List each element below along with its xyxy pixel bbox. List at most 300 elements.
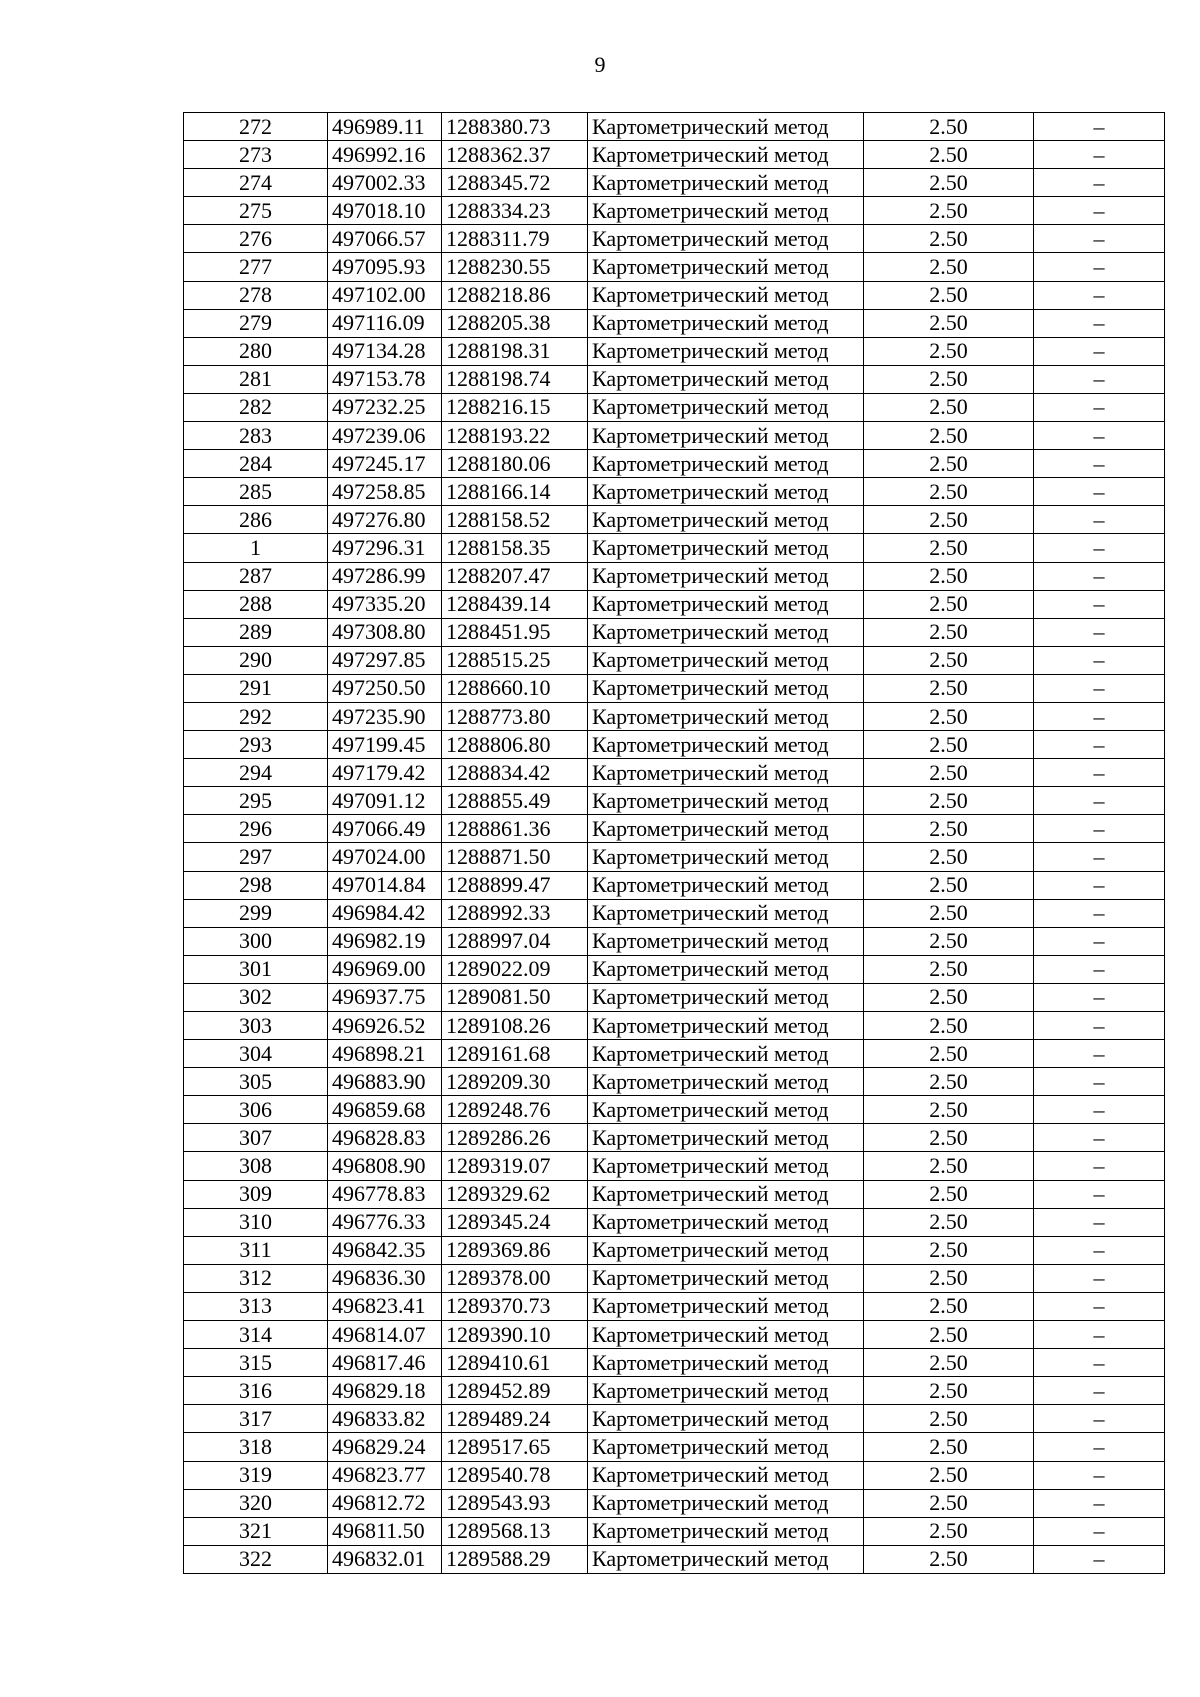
- point-number-cell: 273: [184, 141, 328, 169]
- y-coordinate-cell: 1289248.76: [442, 1096, 588, 1124]
- table-row: [184, 815, 1165, 843]
- y-coordinate-cell: 1289410.61: [442, 1349, 588, 1377]
- note-cell: –: [1034, 843, 1165, 871]
- x-coordinate-cell: 497250.50: [328, 674, 442, 702]
- x-coordinate-cell: 497276.80: [328, 506, 442, 534]
- method-cell: Картометрический метод: [588, 899, 864, 927]
- accuracy-cell: 2.50: [864, 1517, 1034, 1545]
- table-row: [184, 365, 1165, 393]
- method-cell: Картометрический метод: [588, 1489, 864, 1517]
- accuracy-cell: 2.50: [864, 702, 1034, 730]
- method-cell: Картометрический метод: [588, 1264, 864, 1292]
- x-coordinate-cell: 497199.45: [328, 731, 442, 759]
- y-coordinate-cell: 1288660.10: [442, 674, 588, 702]
- y-coordinate-cell: 1289209.30: [442, 1068, 588, 1096]
- y-coordinate-cell: 1288218.86: [442, 281, 588, 309]
- x-coordinate-cell: 496823.77: [328, 1461, 442, 1489]
- note-cell: –: [1034, 787, 1165, 815]
- table-row: [184, 1461, 1165, 1489]
- note-cell: –: [1034, 1208, 1165, 1236]
- note-cell: –: [1034, 646, 1165, 674]
- x-coordinate-cell: 497116.09: [328, 309, 442, 337]
- accuracy-cell: 2.50: [864, 1152, 1034, 1180]
- point-number-cell: 291: [184, 674, 328, 702]
- method-cell: Картометрический метод: [588, 309, 864, 337]
- method-cell: Картометрический метод: [588, 759, 864, 787]
- method-cell: Картометрический метод: [588, 843, 864, 871]
- method-cell: Картометрический метод: [588, 1124, 864, 1152]
- table-row: [184, 253, 1165, 281]
- method-cell: Картометрический метод: [588, 1545, 864, 1573]
- note-cell: –: [1034, 393, 1165, 421]
- note-cell: –: [1034, 731, 1165, 759]
- method-cell: Картометрический метод: [588, 506, 864, 534]
- note-cell: –: [1034, 1461, 1165, 1489]
- y-coordinate-cell: 1289568.13: [442, 1517, 588, 1545]
- table-row: [184, 1433, 1165, 1461]
- method-cell: Картометрический метод: [588, 478, 864, 506]
- table-row: [184, 1405, 1165, 1433]
- y-coordinate-cell: 1289540.78: [442, 1461, 588, 1489]
- point-number-cell: 307: [184, 1124, 328, 1152]
- note-cell: –: [1034, 225, 1165, 253]
- point-number-cell: 321: [184, 1517, 328, 1545]
- note-cell: –: [1034, 1405, 1165, 1433]
- y-coordinate-cell: 1289452.89: [442, 1377, 588, 1405]
- x-coordinate-cell: 496829.24: [328, 1433, 442, 1461]
- point-number-cell: 296: [184, 815, 328, 843]
- x-coordinate-cell: 497153.78: [328, 365, 442, 393]
- table-row: [184, 787, 1165, 815]
- table-row: [184, 113, 1165, 141]
- accuracy-cell: 2.50: [864, 225, 1034, 253]
- point-number-cell: 310: [184, 1208, 328, 1236]
- note-cell: –: [1034, 1068, 1165, 1096]
- x-coordinate-cell: 496982.19: [328, 927, 442, 955]
- accuracy-cell: 2.50: [864, 646, 1034, 674]
- x-coordinate-cell: 497239.06: [328, 422, 442, 450]
- method-cell: Картометрический метод: [588, 646, 864, 674]
- y-coordinate-cell: 1289161.68: [442, 1040, 588, 1068]
- accuracy-cell: 2.50: [864, 365, 1034, 393]
- x-coordinate-cell: 496969.00: [328, 955, 442, 983]
- x-coordinate-cell: 497179.42: [328, 759, 442, 787]
- page-number: 9: [594, 52, 606, 77]
- method-cell: Картометрический метод: [588, 815, 864, 843]
- x-coordinate-cell: 497066.57: [328, 225, 442, 253]
- table-row: [184, 731, 1165, 759]
- note-cell: –: [1034, 1377, 1165, 1405]
- point-number-cell: 302: [184, 983, 328, 1011]
- point-number-cell: 278: [184, 281, 328, 309]
- note-cell: –: [1034, 702, 1165, 730]
- note-cell: –: [1034, 534, 1165, 562]
- table-row: [184, 1096, 1165, 1124]
- method-cell: Картометрический метод: [588, 731, 864, 759]
- table-row: [184, 169, 1165, 197]
- y-coordinate-cell: 1288871.50: [442, 843, 588, 871]
- table-row: [184, 1040, 1165, 1068]
- y-coordinate-cell: 1288180.06: [442, 450, 588, 478]
- table-row: [184, 197, 1165, 225]
- accuracy-cell: 2.50: [864, 927, 1034, 955]
- table-row: [184, 1236, 1165, 1264]
- x-coordinate-cell: 496992.16: [328, 141, 442, 169]
- x-coordinate-cell: 496859.68: [328, 1096, 442, 1124]
- table-row: [184, 899, 1165, 927]
- method-cell: Картометрический метод: [588, 1152, 864, 1180]
- method-cell: Картометрический метод: [588, 141, 864, 169]
- table-row: [184, 702, 1165, 730]
- accuracy-cell: 2.50: [864, 253, 1034, 281]
- point-number-cell: 279: [184, 309, 328, 337]
- y-coordinate-cell: 1288193.22: [442, 422, 588, 450]
- point-number-cell: 315: [184, 1349, 328, 1377]
- x-coordinate-cell: 496828.83: [328, 1124, 442, 1152]
- method-cell: Картометрический метод: [588, 1461, 864, 1489]
- note-cell: –: [1034, 1180, 1165, 1208]
- accuracy-cell: 2.50: [864, 843, 1034, 871]
- coordinates-table: [183, 112, 1165, 1574]
- table-row: [184, 843, 1165, 871]
- note-cell: –: [1034, 871, 1165, 899]
- table-row: [184, 1292, 1165, 1320]
- accuracy-cell: 2.50: [864, 1545, 1034, 1573]
- note-cell: –: [1034, 562, 1165, 590]
- accuracy-cell: 2.50: [864, 787, 1034, 815]
- y-coordinate-cell: 1288207.47: [442, 562, 588, 590]
- method-cell: Картометрический метод: [588, 1208, 864, 1236]
- note-cell: –: [1034, 422, 1165, 450]
- note-cell: –: [1034, 1545, 1165, 1573]
- method-cell: Картометрический метод: [588, 1180, 864, 1208]
- method-cell: Картометрический метод: [588, 1068, 864, 1096]
- note-cell: –: [1034, 169, 1165, 197]
- x-coordinate-cell: 497014.84: [328, 871, 442, 899]
- accuracy-cell: 2.50: [864, 1236, 1034, 1264]
- method-cell: Картометрический метод: [588, 1349, 864, 1377]
- accuracy-cell: 2.50: [864, 1096, 1034, 1124]
- table-row: [184, 674, 1165, 702]
- table-row: [184, 1180, 1165, 1208]
- accuracy-cell: 2.50: [864, 871, 1034, 899]
- x-coordinate-cell: 497296.31: [328, 534, 442, 562]
- y-coordinate-cell: 1289370.73: [442, 1292, 588, 1320]
- x-coordinate-cell: 497335.20: [328, 590, 442, 618]
- accuracy-cell: 2.50: [864, 113, 1034, 141]
- table-row: [184, 759, 1165, 787]
- accuracy-cell: 2.50: [864, 309, 1034, 337]
- method-cell: Картометрический метод: [588, 1517, 864, 1545]
- accuracy-cell: 2.50: [864, 674, 1034, 702]
- method-cell: Картометрический метод: [588, 225, 864, 253]
- point-number-cell: 284: [184, 450, 328, 478]
- accuracy-cell: 2.50: [864, 534, 1034, 562]
- accuracy-cell: 2.50: [864, 983, 1034, 1011]
- x-coordinate-cell: 496811.50: [328, 1517, 442, 1545]
- method-cell: Картометрический метод: [588, 393, 864, 421]
- method-cell: Картометрический метод: [588, 1433, 864, 1461]
- point-number-cell: 293: [184, 731, 328, 759]
- accuracy-cell: 2.50: [864, 1321, 1034, 1349]
- point-number-cell: 285: [184, 478, 328, 506]
- table-row: [184, 281, 1165, 309]
- point-number-cell: 292: [184, 702, 328, 730]
- table-row: [184, 450, 1165, 478]
- point-number-cell: 319: [184, 1461, 328, 1489]
- y-coordinate-cell: 1288198.74: [442, 365, 588, 393]
- table-row: [184, 1124, 1165, 1152]
- x-coordinate-cell: 497232.25: [328, 393, 442, 421]
- x-coordinate-cell: 496926.52: [328, 1012, 442, 1040]
- table-row: [184, 927, 1165, 955]
- point-number-cell: 294: [184, 759, 328, 787]
- note-cell: –: [1034, 759, 1165, 787]
- x-coordinate-cell: 496984.42: [328, 899, 442, 927]
- method-cell: Картометрический метод: [588, 1012, 864, 1040]
- point-number-cell: 280: [184, 337, 328, 365]
- table-row: [184, 1545, 1165, 1573]
- point-number-cell: 299: [184, 899, 328, 927]
- method-cell: Картометрический метод: [588, 1405, 864, 1433]
- table-row: [184, 1012, 1165, 1040]
- point-number-cell: 313: [184, 1292, 328, 1320]
- note-cell: –: [1034, 141, 1165, 169]
- method-cell: Картометрический метод: [588, 1236, 864, 1264]
- note-cell: –: [1034, 1517, 1165, 1545]
- y-coordinate-cell: 1289108.26: [442, 1012, 588, 1040]
- point-number-cell: 303: [184, 1012, 328, 1040]
- accuracy-cell: 2.50: [864, 955, 1034, 983]
- y-coordinate-cell: 1288439.14: [442, 590, 588, 618]
- table-row: [184, 1489, 1165, 1517]
- x-coordinate-cell: 497066.49: [328, 815, 442, 843]
- note-cell: –: [1034, 1292, 1165, 1320]
- accuracy-cell: 2.50: [864, 1405, 1034, 1433]
- x-coordinate-cell: 496778.83: [328, 1180, 442, 1208]
- note-cell: –: [1034, 899, 1165, 927]
- accuracy-cell: 2.50: [864, 1124, 1034, 1152]
- point-number-cell: 272: [184, 113, 328, 141]
- y-coordinate-cell: 1288834.42: [442, 759, 588, 787]
- accuracy-cell: 2.50: [864, 590, 1034, 618]
- y-coordinate-cell: 1289286.26: [442, 1124, 588, 1152]
- x-coordinate-cell: 497308.80: [328, 618, 442, 646]
- x-coordinate-cell: 496833.82: [328, 1405, 442, 1433]
- table-row: [184, 422, 1165, 450]
- y-coordinate-cell: 1288198.31: [442, 337, 588, 365]
- method-cell: Картометрический метод: [588, 169, 864, 197]
- point-number-cell: 289: [184, 618, 328, 646]
- x-coordinate-cell: 497091.12: [328, 787, 442, 815]
- accuracy-cell: 2.50: [864, 562, 1034, 590]
- method-cell: Картометрический метод: [588, 534, 864, 562]
- table-row: [184, 1208, 1165, 1236]
- point-number-cell: 287: [184, 562, 328, 590]
- accuracy-cell: 2.50: [864, 506, 1034, 534]
- x-coordinate-cell: 496817.46: [328, 1349, 442, 1377]
- accuracy-cell: 2.50: [864, 1377, 1034, 1405]
- point-number-cell: 288: [184, 590, 328, 618]
- point-number-cell: 277: [184, 253, 328, 281]
- method-cell: Картометрический метод: [588, 337, 864, 365]
- x-coordinate-cell: 496989.11: [328, 113, 442, 141]
- y-coordinate-cell: 1289022.09: [442, 955, 588, 983]
- point-number-cell: 281: [184, 365, 328, 393]
- point-number-cell: 283: [184, 422, 328, 450]
- method-cell: Картометрический метод: [588, 365, 864, 393]
- table-row: [184, 1321, 1165, 1349]
- method-cell: Картометрический метод: [588, 1321, 864, 1349]
- y-coordinate-cell: 1289369.86: [442, 1236, 588, 1264]
- table-row: [184, 618, 1165, 646]
- x-coordinate-cell: 497024.00: [328, 843, 442, 871]
- point-number-cell: 312: [184, 1264, 328, 1292]
- note-cell: –: [1034, 1040, 1165, 1068]
- accuracy-cell: 2.50: [864, 1349, 1034, 1377]
- table-row: [184, 478, 1165, 506]
- x-coordinate-cell: 497018.10: [328, 197, 442, 225]
- x-coordinate-cell: 497286.99: [328, 562, 442, 590]
- method-cell: Картометрический метод: [588, 1292, 864, 1320]
- table-row: [184, 309, 1165, 337]
- y-coordinate-cell: 1289345.24: [442, 1208, 588, 1236]
- y-coordinate-cell: 1288515.25: [442, 646, 588, 674]
- note-cell: –: [1034, 506, 1165, 534]
- y-coordinate-cell: 1288334.23: [442, 197, 588, 225]
- table-row: [184, 1349, 1165, 1377]
- table-row: [184, 1068, 1165, 1096]
- point-number-cell: 318: [184, 1433, 328, 1461]
- x-coordinate-cell: 497297.85: [328, 646, 442, 674]
- point-number-cell: 304: [184, 1040, 328, 1068]
- method-cell: Картометрический метод: [588, 1377, 864, 1405]
- point-number-cell: 309: [184, 1180, 328, 1208]
- x-coordinate-cell: 497134.28: [328, 337, 442, 365]
- accuracy-cell: 2.50: [864, 478, 1034, 506]
- method-cell: Картометрический метод: [588, 927, 864, 955]
- x-coordinate-cell: 497258.85: [328, 478, 442, 506]
- note-cell: –: [1034, 927, 1165, 955]
- method-cell: Картометрический метод: [588, 281, 864, 309]
- method-cell: Картометрический метод: [588, 787, 864, 815]
- point-number-cell: 306: [184, 1096, 328, 1124]
- accuracy-cell: 2.50: [864, 731, 1034, 759]
- x-coordinate-cell: 496808.90: [328, 1152, 442, 1180]
- x-coordinate-cell: 496898.21: [328, 1040, 442, 1068]
- table-row: [184, 141, 1165, 169]
- y-coordinate-cell: 1289378.00: [442, 1264, 588, 1292]
- note-cell: –: [1034, 113, 1165, 141]
- x-coordinate-cell: 497102.00: [328, 281, 442, 309]
- point-number-cell: 314: [184, 1321, 328, 1349]
- x-coordinate-cell: 496832.01: [328, 1545, 442, 1573]
- y-coordinate-cell: 1288205.38: [442, 309, 588, 337]
- accuracy-cell: 2.50: [864, 1292, 1034, 1320]
- x-coordinate-cell: 497095.93: [328, 253, 442, 281]
- x-coordinate-cell: 496937.75: [328, 983, 442, 1011]
- y-coordinate-cell: 1289588.29: [442, 1545, 588, 1573]
- x-coordinate-cell: 497002.33: [328, 169, 442, 197]
- point-number-cell: 316: [184, 1377, 328, 1405]
- note-cell: –: [1034, 1264, 1165, 1292]
- note-cell: –: [1034, 1349, 1165, 1377]
- y-coordinate-cell: 1288997.04: [442, 927, 588, 955]
- note-cell: –: [1034, 618, 1165, 646]
- point-number-cell: 300: [184, 927, 328, 955]
- accuracy-cell: 2.50: [864, 1433, 1034, 1461]
- y-coordinate-cell: 1288855.49: [442, 787, 588, 815]
- note-cell: –: [1034, 983, 1165, 1011]
- note-cell: –: [1034, 337, 1165, 365]
- y-coordinate-cell: 1288166.14: [442, 478, 588, 506]
- x-coordinate-cell: 496814.07: [328, 1321, 442, 1349]
- table-row: [184, 590, 1165, 618]
- accuracy-cell: 2.50: [864, 422, 1034, 450]
- method-cell: Картометрический метод: [588, 562, 864, 590]
- method-cell: Картометрический метод: [588, 113, 864, 141]
- accuracy-cell: 2.50: [864, 169, 1034, 197]
- x-coordinate-cell: 496883.90: [328, 1068, 442, 1096]
- x-coordinate-cell: 497235.90: [328, 702, 442, 730]
- y-coordinate-cell: 1288158.52: [442, 506, 588, 534]
- y-coordinate-cell: 1288992.33: [442, 899, 588, 927]
- y-coordinate-cell: 1288158.35: [442, 534, 588, 562]
- note-cell: –: [1034, 478, 1165, 506]
- x-coordinate-cell: 496836.30: [328, 1264, 442, 1292]
- point-number-cell: 295: [184, 787, 328, 815]
- x-coordinate-cell: 496829.18: [328, 1377, 442, 1405]
- point-number-cell: 275: [184, 197, 328, 225]
- y-coordinate-cell: 1289517.65: [442, 1433, 588, 1461]
- table-row: [184, 1264, 1165, 1292]
- table-row: [184, 506, 1165, 534]
- note-cell: –: [1034, 1152, 1165, 1180]
- table-row: [184, 562, 1165, 590]
- table-row: [184, 225, 1165, 253]
- accuracy-cell: 2.50: [864, 450, 1034, 478]
- point-number-cell: 301: [184, 955, 328, 983]
- accuracy-cell: 2.50: [864, 1180, 1034, 1208]
- method-cell: Картометрический метод: [588, 197, 864, 225]
- accuracy-cell: 2.50: [864, 1264, 1034, 1292]
- table-row: [184, 983, 1165, 1011]
- method-cell: Картометрический метод: [588, 983, 864, 1011]
- table-row: [184, 1152, 1165, 1180]
- y-coordinate-cell: 1288230.55: [442, 253, 588, 281]
- point-number-cell: 286: [184, 506, 328, 534]
- x-coordinate-cell: 496812.72: [328, 1489, 442, 1517]
- accuracy-cell: 2.50: [864, 759, 1034, 787]
- note-cell: –: [1034, 590, 1165, 618]
- y-coordinate-cell: 1289489.24: [442, 1405, 588, 1433]
- note-cell: –: [1034, 365, 1165, 393]
- y-coordinate-cell: 1289543.93: [442, 1489, 588, 1517]
- accuracy-cell: 2.50: [864, 337, 1034, 365]
- coordinates-table-body: [184, 113, 1165, 1574]
- table-row: [184, 534, 1165, 562]
- accuracy-cell: 2.50: [864, 1012, 1034, 1040]
- point-number-cell: 274: [184, 169, 328, 197]
- accuracy-cell: 2.50: [864, 1208, 1034, 1236]
- note-cell: –: [1034, 1236, 1165, 1264]
- method-cell: Картометрический метод: [588, 450, 864, 478]
- method-cell: Картометрический метод: [588, 590, 864, 618]
- note-cell: –: [1034, 674, 1165, 702]
- note-cell: –: [1034, 309, 1165, 337]
- y-coordinate-cell: 1288311.79: [442, 225, 588, 253]
- accuracy-cell: 2.50: [864, 618, 1034, 646]
